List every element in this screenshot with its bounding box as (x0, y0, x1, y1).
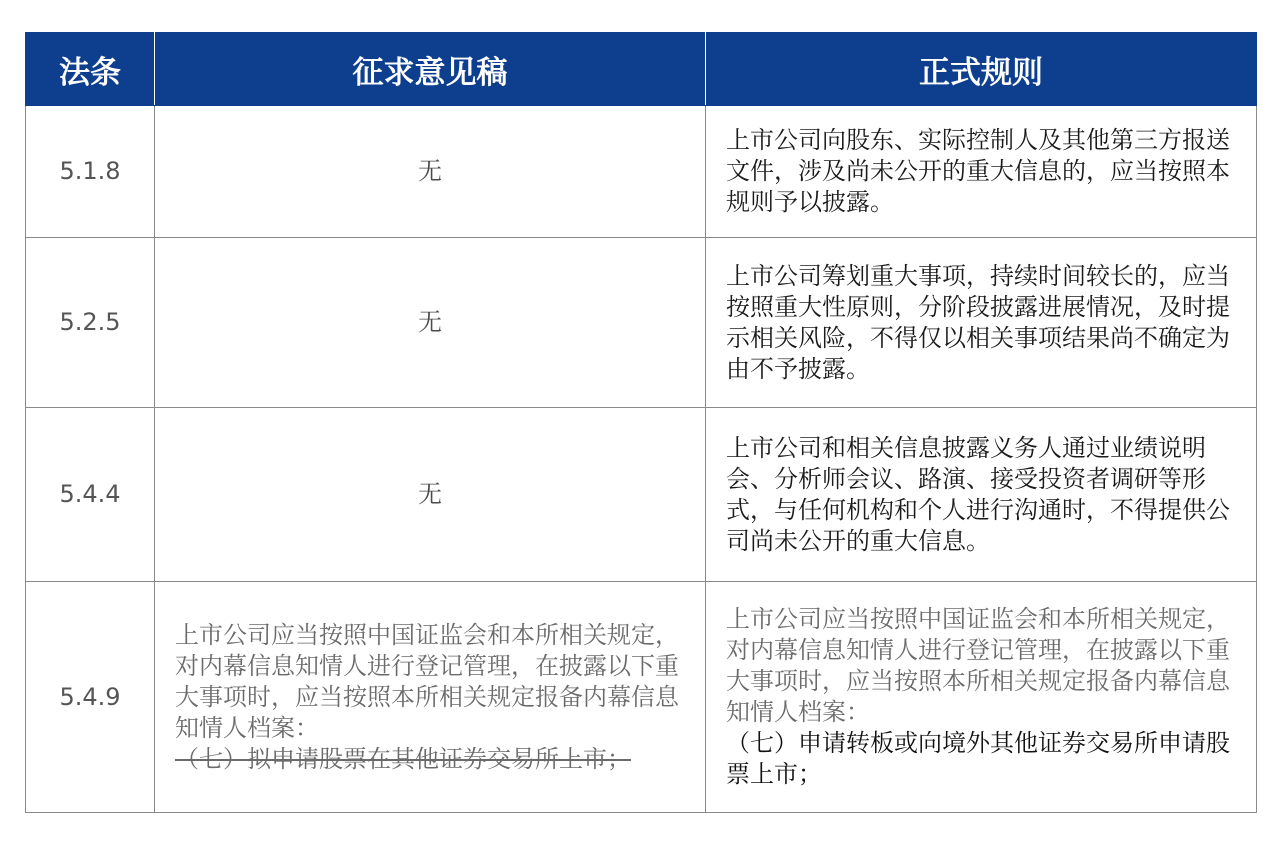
draft-text: 无 (155, 238, 706, 408)
table-row (26, 582, 1257, 813)
draft-deleted-clause: （七）拟申请股票在其他证券交易所上市； (175, 744, 631, 773)
header-final: 正式规则 (706, 33, 1257, 106)
table-row (26, 238, 1257, 408)
table-header-row (26, 33, 1257, 106)
final-new-clause: （七）申请转板或向境外其他证券交易所申请股票上市； (726, 729, 1230, 788)
final-intro: 上市公司应当按照中国证监会和本所相关规定，对内幕信息知情人进行登记管理，在披露以下重大事项时，应当按照本所相关规定报备内幕信息知情人档案： (726, 605, 1230, 726)
final-text (706, 582, 1257, 813)
final-text: 上市公司向股东、实际控制人及其他第三方报送文件，涉及尚未公开的重大信息的，应当按照本规则予以披露。 (706, 106, 1257, 238)
final-text: 上市公司筹划重大事项，持续时间较长的，应当按照重大性原则，分阶段披露进展情况，及时提示相关风险，不得仅以相关事项结果尚不确定为由不予披露。 (706, 238, 1257, 408)
draft-text: 无 (155, 408, 706, 582)
comparison-table-container (25, 32, 1256, 813)
table-row (26, 408, 1257, 582)
article-number: 5.1.8 (26, 106, 155, 238)
header-draft: 征求意见稿 (155, 33, 706, 106)
draft-text: 无 (155, 106, 706, 238)
article-number: 5.2.5 (26, 238, 155, 408)
rules-comparison-table (25, 32, 1257, 813)
table-row (26, 106, 1257, 238)
final-text: 上市公司和相关信息披露义务人通过业绩说明会、分析师会议、路演、接受投资者调研等形式，与任何机构和个人进行沟通时，不得提供公司尚未公开的重大信息。 (706, 408, 1257, 582)
draft-text (155, 582, 706, 813)
header-article: 法条 (26, 33, 155, 106)
article-number: 5.4.4 (26, 408, 155, 582)
draft-intro: 上市公司应当按照中国证监会和本所相关规定，对内幕信息知情人进行登记管理，在披露以下重大事项时，应当按照本所相关规定报备内幕信息知情人档案： (175, 620, 679, 742)
article-number: 5.4.9 (26, 582, 155, 813)
